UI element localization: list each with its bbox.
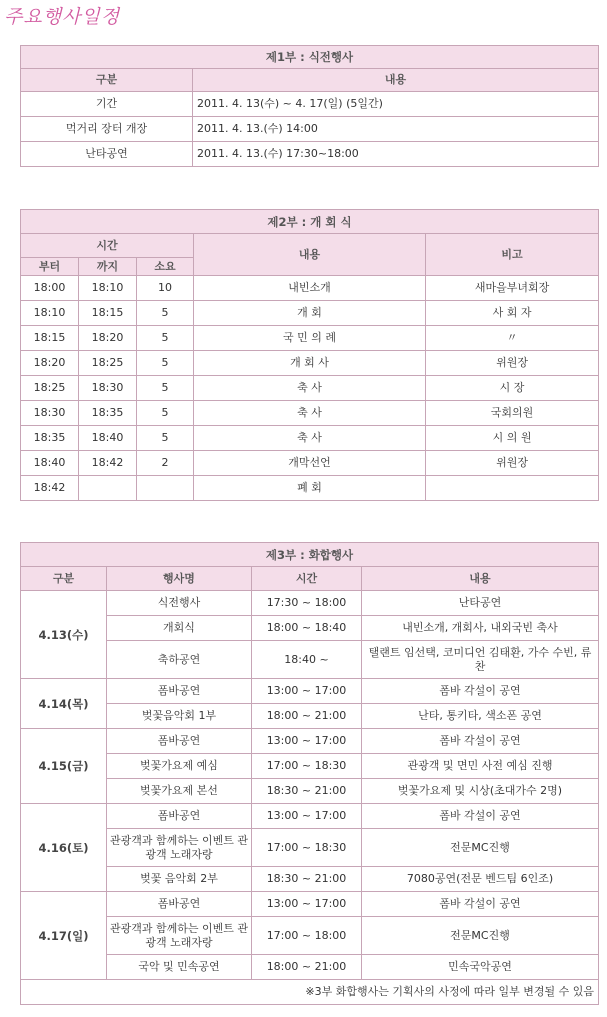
part2-row bbox=[21, 401, 599, 426]
part2-row bbox=[21, 376, 599, 401]
part3-time-cell: 18:00 ~ 21:00 bbox=[252, 955, 362, 980]
part2-from-cell: 18:15 bbox=[21, 326, 79, 351]
part3-event-cell: 관광객과 함께하는 이벤트 관광객 노래자랑 bbox=[107, 917, 252, 955]
part2-row bbox=[21, 426, 599, 451]
part2-duration-cell: 2 bbox=[137, 451, 194, 476]
part2-remark-cell: 사 회 자 bbox=[426, 301, 599, 326]
part3-content-cell: 폼바 각설이 공연 bbox=[362, 892, 599, 917]
part1-content-cell: 2011. 4. 13.(수) 17:30~18:00 bbox=[193, 142, 599, 167]
part3-date-cell: 4.16(토) bbox=[21, 804, 107, 892]
part2-content-cell: 내빈소개 bbox=[194, 276, 426, 301]
part3-col-time: 시간 bbox=[252, 567, 362, 591]
part3-date-cell: 4.13(수) bbox=[21, 591, 107, 679]
part2-from-cell: 18:20 bbox=[21, 351, 79, 376]
part2-content-cell: 개막선언 bbox=[194, 451, 426, 476]
part3-row bbox=[21, 867, 599, 892]
part3-time-cell: 18:30 ~ 21:00 bbox=[252, 779, 362, 804]
part3-time-cell: 13:00 ~ 17:00 bbox=[252, 892, 362, 917]
part3-time-cell: 17:00 ~ 18:30 bbox=[252, 829, 362, 867]
part1-title: 제1부 : 식전행사 bbox=[21, 46, 599, 69]
part1-row bbox=[21, 142, 599, 167]
part3-row bbox=[21, 804, 599, 829]
part3-row bbox=[21, 616, 599, 641]
part2-from-cell: 18:42 bbox=[21, 476, 79, 501]
part3-event-cell: 폼바공연 bbox=[107, 679, 252, 704]
part2-col-from: 부터 bbox=[21, 258, 79, 276]
part1-col-category: 구분 bbox=[21, 69, 193, 92]
part3-content-cell: 탤랜트 임선택, 코미디언 김태환, 가수 수빈, 류찬 bbox=[362, 641, 599, 679]
part3-event-cell: 국악 및 민속공연 bbox=[107, 955, 252, 980]
part2-from-cell: 18:10 bbox=[21, 301, 79, 326]
part3-date-cell: 4.14(목) bbox=[21, 679, 107, 729]
part3-time-cell: 17:30 ~ 18:00 bbox=[252, 591, 362, 616]
part2-from-cell: 18:30 bbox=[21, 401, 79, 426]
part3-row bbox=[21, 779, 599, 804]
part3-time-cell: 17:00 ~ 18:30 bbox=[252, 754, 362, 779]
part3-date-cell: 4.17(일) bbox=[21, 892, 107, 980]
part2-to-cell: 18:10 bbox=[79, 276, 137, 301]
part3-col-content: 내용 bbox=[362, 567, 599, 591]
part3-content-cell: 폼바 각설이 공연 bbox=[362, 679, 599, 704]
part3-row bbox=[21, 729, 599, 754]
part2-row bbox=[21, 476, 599, 501]
part2-title: 제2부 : 개 회 식 bbox=[21, 210, 599, 234]
part1-content-cell: 2011. 4. 13.(수) 14:00 bbox=[193, 117, 599, 142]
part2-content-cell: 국 민 의 례 bbox=[194, 326, 426, 351]
part3-content-cell: 난타공연 bbox=[362, 591, 599, 616]
part1-content-cell: 2011. 4. 13(수) ~ 4. 17(일) (5일간) bbox=[193, 92, 599, 117]
part3-col-event: 행사명 bbox=[107, 567, 252, 591]
part3-time-cell: 18:00 ~ 18:40 bbox=[252, 616, 362, 641]
part3-event-cell: 폼바공연 bbox=[107, 804, 252, 829]
part2-duration-cell: 5 bbox=[137, 301, 194, 326]
part2-col-remark: 비고 bbox=[426, 234, 599, 276]
part2-col-time: 시간 bbox=[21, 234, 194, 258]
part3-time-cell: 18:00 ~ 21:00 bbox=[252, 704, 362, 729]
part3-time-cell: 13:00 ~ 17:00 bbox=[252, 729, 362, 754]
part2-row bbox=[21, 301, 599, 326]
part3-content-cell: 폼바 각설이 공연 bbox=[362, 729, 599, 754]
part2-content-cell: 폐 회 bbox=[194, 476, 426, 501]
part2-content-cell: 축 사 bbox=[194, 376, 426, 401]
part3-content-cell: 전문MC진행 bbox=[362, 829, 599, 867]
part3-event-cell: 벚꽃가요제 본선 bbox=[107, 779, 252, 804]
part2-row bbox=[21, 351, 599, 376]
part2-content-cell: 축 사 bbox=[194, 401, 426, 426]
part3-time-cell: 13:00 ~ 17:00 bbox=[252, 804, 362, 829]
part2-content-cell: 개 회 bbox=[194, 301, 426, 326]
part2-to-cell: 18:35 bbox=[79, 401, 137, 426]
part3-event-cell: 축하공연 bbox=[107, 641, 252, 679]
part3-content-cell: 벚꽃가요제 및 시상(초대가수 2명) bbox=[362, 779, 599, 804]
part3-event-cell: 관광객과 함께하는 이벤트 관광객 노래자랑 bbox=[107, 829, 252, 867]
part2-from-cell: 18:00 bbox=[21, 276, 79, 301]
part2-remark-cell: 국회의원 bbox=[426, 401, 599, 426]
part2-remark-cell bbox=[426, 476, 599, 501]
part3-table bbox=[20, 542, 599, 1005]
part2-col-content: 내용 bbox=[194, 234, 426, 276]
part2-to-cell: 18:42 bbox=[79, 451, 137, 476]
part3-row bbox=[21, 917, 599, 955]
part2-to-cell: 18:30 bbox=[79, 376, 137, 401]
part2-duration-cell: 5 bbox=[137, 401, 194, 426]
part2-duration-cell: 5 bbox=[137, 351, 194, 376]
part2-row bbox=[21, 326, 599, 351]
part2-table bbox=[20, 209, 599, 501]
part1-row bbox=[21, 92, 599, 117]
part1-category-cell: 먹거리 장터 개장 bbox=[21, 117, 193, 142]
part2-duration-cell: 10 bbox=[137, 276, 194, 301]
part2-content-cell: 개 회 사 bbox=[194, 351, 426, 376]
part3-row bbox=[21, 892, 599, 917]
part3-row bbox=[21, 591, 599, 616]
part2-remark-cell: 새마을부녀회장 bbox=[426, 276, 599, 301]
part2-to-cell: 18:25 bbox=[79, 351, 137, 376]
part2-content-cell: 축 사 bbox=[194, 426, 426, 451]
part2-remark-cell: 〃 bbox=[426, 326, 599, 351]
part3-content-cell: 폼바 각설이 공연 bbox=[362, 804, 599, 829]
part3-row bbox=[21, 679, 599, 704]
part2-remark-cell: 위원장 bbox=[426, 351, 599, 376]
part2-from-cell: 18:35 bbox=[21, 426, 79, 451]
part2-col-duration: 소요 bbox=[137, 258, 194, 276]
part2-to-cell: 18:20 bbox=[79, 326, 137, 351]
part3-content-cell: 관광객 및 면민 사전 예심 진행 bbox=[362, 754, 599, 779]
part3-event-cell: 개회식 bbox=[107, 616, 252, 641]
part3-row bbox=[21, 754, 599, 779]
part3-event-cell: 벚꽃음악회 1부 bbox=[107, 704, 252, 729]
part2-col-to: 까지 bbox=[79, 258, 137, 276]
part3-row bbox=[21, 955, 599, 980]
part3-event-cell: 식전행사 bbox=[107, 591, 252, 616]
part2-duration-cell bbox=[137, 476, 194, 501]
part3-note-row bbox=[21, 980, 599, 1005]
part2-duration-cell: 5 bbox=[137, 326, 194, 351]
part3-time-cell: 17:00 ~ 18:00 bbox=[252, 917, 362, 955]
part2-from-cell: 18:40 bbox=[21, 451, 79, 476]
part2-duration-cell: 5 bbox=[137, 426, 194, 451]
part2-duration-cell: 5 bbox=[137, 376, 194, 401]
part2-remark-cell: 시 장 bbox=[426, 376, 599, 401]
part1-table bbox=[20, 45, 599, 167]
part3-row bbox=[21, 829, 599, 867]
part3-content-cell: 내빈소개, 개회사, 내외국빈 축사 bbox=[362, 616, 599, 641]
page-heading: 주요행사일정 bbox=[4, 6, 121, 28]
part3-col-category: 구분 bbox=[21, 567, 107, 591]
part2-remark-cell: 위원장 bbox=[426, 451, 599, 476]
part3-event-cell: 벚꽃가요제 예심 bbox=[107, 754, 252, 779]
part3-row bbox=[21, 704, 599, 729]
part3-time-cell: 18:30 ~ 21:00 bbox=[252, 867, 362, 892]
part3-content-cell: 7080공연(전문 벤드팀 6인조) bbox=[362, 867, 599, 892]
part3-event-cell: 벚꽃 음악회 2부 bbox=[107, 867, 252, 892]
part2-to-cell: 18:15 bbox=[79, 301, 137, 326]
part2-to-cell: 18:40 bbox=[79, 426, 137, 451]
part3-note: ※3부 화합행사는 기획사의 사정에 따라 일부 변경될 수 있음 bbox=[21, 980, 599, 1005]
part1-category-cell: 난타공연 bbox=[21, 142, 193, 167]
part3-content-cell: 민속국악공연 bbox=[362, 955, 599, 980]
part1-category-cell: 기간 bbox=[21, 92, 193, 117]
part3-title: 제3부 : 화합행사 bbox=[21, 543, 599, 567]
part1-col-content: 내용 bbox=[193, 69, 599, 92]
part3-content-cell: 난타, 통키타, 색소폰 공연 bbox=[362, 704, 599, 729]
part2-row bbox=[21, 451, 599, 476]
part2-to-cell bbox=[79, 476, 137, 501]
part3-time-cell: 13:00 ~ 17:00 bbox=[252, 679, 362, 704]
part2-from-cell: 18:25 bbox=[21, 376, 79, 401]
part2-row bbox=[21, 276, 599, 301]
part2-remark-cell: 시 의 원 bbox=[426, 426, 599, 451]
part1-row bbox=[21, 117, 599, 142]
part3-date-cell: 4.15(금) bbox=[21, 729, 107, 804]
part3-event-cell: 폼바공연 bbox=[107, 729, 252, 754]
part3-event-cell: 폼바공연 bbox=[107, 892, 252, 917]
part3-row bbox=[21, 641, 599, 679]
part3-time-cell: 18:40 ~ bbox=[252, 641, 362, 679]
part3-content-cell: 전문MC진행 bbox=[362, 917, 599, 955]
